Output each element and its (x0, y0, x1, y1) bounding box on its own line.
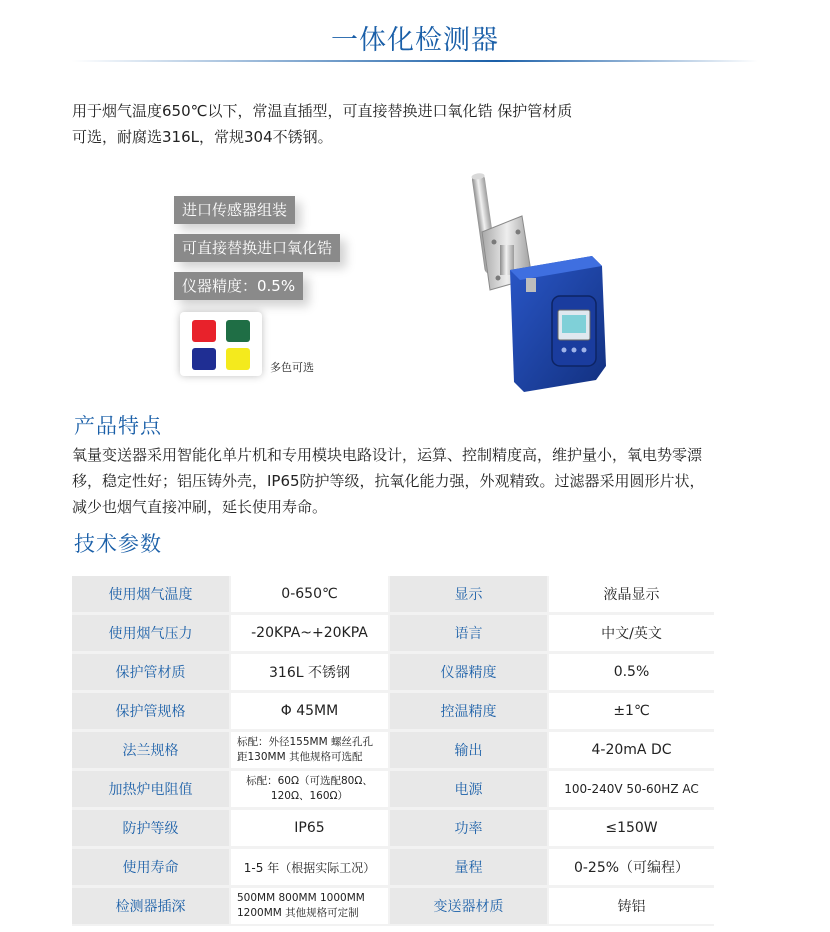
spec-label: 使用烟气温度 (72, 576, 229, 612)
spec-label: 保护管材质 (72, 654, 229, 690)
spec-value (231, 732, 388, 768)
feature-tag-replace: 可直接替换进口氧化锆 (174, 234, 340, 262)
spec-value: ≤150W (549, 810, 714, 846)
page-title: 一体化检测器 (331, 25, 499, 56)
spec-value: IP65 (231, 810, 388, 846)
table-row (72, 693, 714, 731)
spec-value-line: 标配：外径155MM 螺丝孔孔 (237, 736, 373, 748)
spec-label: 输出 (390, 732, 547, 768)
spec-value: 铸铝 (549, 888, 714, 924)
spec-label: 功率 (390, 810, 547, 846)
features-text (72, 442, 772, 520)
color-options-panel (180, 312, 262, 376)
table-row (72, 888, 714, 926)
spec-value: 液晶显示 (549, 576, 714, 612)
spec-value: 100-240V 50-60HZ AC (549, 771, 714, 807)
table-row (72, 576, 714, 614)
features-line-3: 减少也烟气直接冲刷，延长使用寿命。 (72, 498, 328, 516)
spec-label: 显示 (390, 576, 547, 612)
spec-value: 0-650℃ (231, 576, 388, 612)
table-row (72, 849, 714, 887)
spec-label: 控温精度 (390, 693, 547, 729)
spec-value: 0-25%（可编程） (549, 849, 714, 885)
spec-label: 使用烟气压力 (72, 615, 229, 651)
spec-value: 1-5 年（根据实际工况） (231, 849, 388, 885)
intro-text (72, 98, 672, 150)
features-line-2: 移，稳定性好；铝压铸外壳，IP65防护等级，抗氧化能力强，外观精致。过滤器采用圆形片状， (72, 472, 705, 490)
color-swatch-blue (192, 348, 216, 370)
section-title-specs: 技术参数 (74, 532, 162, 556)
table-row (72, 771, 714, 809)
spec-value: 4-20mA DC (549, 732, 714, 768)
spec-value-line: 120Ω、160Ω） (270, 790, 349, 802)
spec-label: 仪器精度 (390, 654, 547, 690)
spec-label: 语言 (390, 615, 547, 651)
spec-value: Φ 45MM (231, 693, 388, 729)
table-row (72, 732, 714, 770)
color-swatch-green (226, 320, 250, 342)
spec-table (72, 576, 714, 926)
color-swatch-yellow (226, 348, 250, 370)
color-swatch-red (192, 320, 216, 342)
transmitter-housing (510, 256, 606, 392)
spec-label: 电源 (390, 771, 547, 807)
spec-value: ±1℃ (549, 693, 714, 729)
spec-value: 中文/英文 (549, 615, 714, 651)
oxygen-analyzer-illustration (460, 170, 630, 400)
table-row (72, 654, 714, 692)
feature-tag-sensor: 进口传感器组装 (174, 196, 295, 224)
spec-label: 法兰规格 (72, 732, 229, 768)
section-title-features: 产品特点 (74, 414, 162, 438)
spec-label: 加热炉电阻值 (72, 771, 229, 807)
color-options-caption: 多色可选 (270, 361, 314, 374)
spec-label: 量程 (390, 849, 547, 885)
spec-value-line: 500MM 800MM 1000MM (237, 892, 365, 904)
spec-value: -20KPA~+20KPA (231, 615, 388, 651)
title-divider-left (72, 60, 496, 62)
spec-value-line: 标配：60Ω（可选配80Ω、 (246, 775, 373, 787)
spec-label: 变送器材质 (390, 888, 547, 924)
feature-tag-accuracy: 仪器精度：0.5% (174, 272, 303, 300)
spec-label: 检测器插深 (72, 888, 229, 924)
spec-value-line: 距130MM 其他规格可选配 (237, 751, 363, 763)
intro-line-1: 用于烟气温度650℃以下，常温直插型，可直接替换进口氧化锆 保护管材质 (72, 102, 573, 120)
spec-value: 316L 不锈钢 (231, 654, 388, 690)
spec-label: 使用寿命 (72, 849, 229, 885)
title-divider-right (496, 60, 758, 62)
table-row (72, 615, 714, 653)
spec-value: 0.5% (549, 654, 714, 690)
intro-line-2: 可选，耐腐选316L，常规304不锈钢。 (72, 128, 333, 146)
table-row (72, 810, 714, 848)
spec-value-line: 1200MM 其他规格可定制 (237, 907, 359, 919)
spec-label: 防护等级 (72, 810, 229, 846)
spec-value (231, 888, 388, 924)
features-line-1: 氧量变送器采用智能化单片机和专用模块电路设计，运算、控制精度高，维护量小，氧电势零漂 (72, 446, 703, 464)
spec-label: 保护管规格 (72, 693, 229, 729)
spec-value (231, 771, 388, 807)
